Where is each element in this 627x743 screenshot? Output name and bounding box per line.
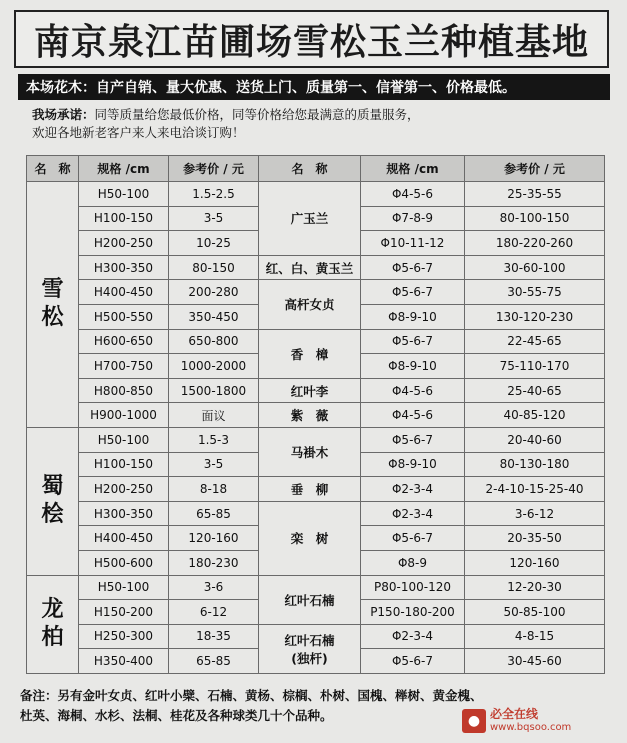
promise-block [32, 106, 612, 142]
col-header-price-right: 参考价 / 元 [465, 156, 605, 182]
spec-cell-right: Φ8-9 [361, 550, 465, 575]
category-cell: 雪 松 [27, 182, 79, 428]
spec-cell: H350-400 [79, 649, 169, 674]
table-row [27, 477, 605, 502]
spec-cell-right: Φ2-3-4 [361, 624, 465, 649]
category-cell: 龙 柏 [27, 575, 79, 673]
spec-cell: H100-150 [79, 452, 169, 477]
price-cell: 120-160 [169, 526, 259, 551]
spec-cell-right: Φ2-3-4 [361, 477, 465, 502]
price-cell: 350-450 [169, 304, 259, 329]
table-row [27, 624, 605, 649]
col-header-price: 参考价 / 元 [169, 156, 259, 182]
table-row [27, 329, 605, 354]
plant-name-cell: 红叶石楠 (独杆) [259, 624, 361, 673]
price-cell-right: 40-85-120 [465, 403, 605, 428]
plant-name-cell: 马褂木 [259, 427, 361, 476]
plant-name-cell: 红叶李 [259, 378, 361, 403]
table-row [27, 575, 605, 600]
spec-cell-right: Φ8-9-10 [361, 304, 465, 329]
price-table [26, 155, 605, 674]
price-cell-right: 22-45-65 [465, 329, 605, 354]
table-row [27, 255, 605, 280]
price-cell: 1.5-2.5 [169, 182, 259, 207]
price-cell-right: 30-60-100 [465, 255, 605, 280]
price-cell-right: 130-120-230 [465, 304, 605, 329]
spec-cell: H800-850 [79, 378, 169, 403]
promise-line1: 同等质量给您最低价格，同等价格给您最满意的质量服务， [94, 107, 420, 122]
price-cell: 面议 [169, 403, 259, 428]
spec-cell: H500-550 [79, 304, 169, 329]
price-cell: 6-12 [169, 600, 259, 625]
price-cell: 10-25 [169, 231, 259, 256]
price-cell-right: 25-35-55 [465, 182, 605, 207]
promise-label: 我场承诺： [32, 107, 95, 122]
col-header-name: 名 称 [27, 156, 79, 182]
plant-name-cell: 红、白、黄玉兰 [259, 255, 361, 280]
spec-cell: H600-650 [79, 329, 169, 354]
price-cell: 3-5 [169, 452, 259, 477]
spec-cell: H50-100 [79, 427, 169, 452]
table-row [27, 182, 605, 207]
col-header-spec: 规格 /cm [79, 156, 169, 182]
spec-cell-right: Φ8-9-10 [361, 452, 465, 477]
notes-line1: 备注：另有金叶女贞、红叶小檗、石楠、黄杨、棕榈、朴树、国槐、榉树、黄金槐、 [20, 688, 483, 703]
notes-line2: 杜英、海桐、水杉、法桐、桂花及各种球类几十个品种。 [20, 708, 333, 723]
watermark-logo-icon: ● [462, 709, 486, 733]
spec-cell-right: Φ4-5-6 [361, 182, 465, 207]
table-header-row [27, 156, 605, 182]
price-cell: 65-85 [169, 501, 259, 526]
watermark [462, 708, 571, 734]
spec-cell-right: Φ10-11-12 [361, 231, 465, 256]
spec-cell-right: Φ5-6-7 [361, 329, 465, 354]
category-cell: 蜀 桧 [27, 427, 79, 575]
price-cell-right: 20-40-60 [465, 427, 605, 452]
spec-cell-right: Φ5-6-7 [361, 526, 465, 551]
spec-cell: H700-750 [79, 354, 169, 379]
page-title: 南京泉江苗圃场雪松玉兰种植基地 [14, 10, 609, 68]
watermark-url: www.bqsoo.com [490, 722, 572, 733]
col-header-spec-right: 规格 /cm [361, 156, 465, 182]
price-cell-right: 12-20-30 [465, 575, 605, 600]
table-row [27, 501, 605, 526]
price-cell-right: 50-85-100 [465, 600, 605, 625]
plant-name-cell: 香 樟 [259, 329, 361, 378]
spec-cell: H400-450 [79, 526, 169, 551]
spec-cell-right: Φ8-9-10 [361, 354, 465, 379]
price-cell-right: 3-6-12 [465, 501, 605, 526]
watermark-text: 必全在线 [490, 707, 539, 721]
price-cell-right: 20-35-50 [465, 526, 605, 551]
spec-cell-right: P80-100-120 [361, 575, 465, 600]
price-cell-right: 120-160 [465, 550, 605, 575]
table-row [27, 378, 605, 403]
price-cell: 1000-2000 [169, 354, 259, 379]
price-cell: 18-35 [169, 624, 259, 649]
price-cell-right: 25-40-65 [465, 378, 605, 403]
price-cell-right: 2-4-10-15-25-40 [465, 477, 605, 502]
spec-cell-right: P150-180-200 [361, 600, 465, 625]
spec-cell: H50-100 [79, 182, 169, 207]
price-cell-right: 30-45-60 [465, 649, 605, 674]
spec-cell: H250-300 [79, 624, 169, 649]
promise-line2: 欢迎各地新老客户来人来电洽谈订购！ [32, 125, 245, 140]
spec-cell: H400-450 [79, 280, 169, 305]
spec-cell-right: Φ7-8-9 [361, 206, 465, 231]
spec-cell-right: Φ2-3-4 [361, 501, 465, 526]
price-cell: 3-5 [169, 206, 259, 231]
price-cell-right: 4-8-15 [465, 624, 605, 649]
spec-cell-right: Φ5-6-7 [361, 649, 465, 674]
price-cell: 8-18 [169, 477, 259, 502]
spec-cell: H500-600 [79, 550, 169, 575]
plant-name-cell: 紫 薇 [259, 403, 361, 428]
price-cell: 3-6 [169, 575, 259, 600]
spec-cell: H300-350 [79, 255, 169, 280]
price-cell-right: 30-55-75 [465, 280, 605, 305]
price-cell-right: 80-100-150 [465, 206, 605, 231]
plant-name-cell: 广玉兰 [259, 182, 361, 256]
table-body [27, 182, 605, 674]
spec-cell-right: Φ4-5-6 [361, 378, 465, 403]
subtitle-banner: 本场花木：自产自销、量大优惠、送货上门、质量第一、信誉第一、价格最低。 [18, 74, 610, 100]
spec-cell-right: Φ5-6-7 [361, 255, 465, 280]
spec-cell: H150-200 [79, 600, 169, 625]
price-cell: 1500-1800 [169, 378, 259, 403]
price-cell: 180-230 [169, 550, 259, 575]
price-cell-right: 80-130-180 [465, 452, 605, 477]
table-row [27, 403, 605, 428]
spec-cell-right: Φ5-6-7 [361, 427, 465, 452]
plant-name-cell: 栾 树 [259, 501, 361, 575]
spec-cell: H900-1000 [79, 403, 169, 428]
spec-cell: H100-150 [79, 206, 169, 231]
price-cell: 650-800 [169, 329, 259, 354]
spec-cell: H50-100 [79, 575, 169, 600]
price-cell: 80-150 [169, 255, 259, 280]
price-cell-right: 180-220-260 [465, 231, 605, 256]
plant-name-cell: 红叶石楠 [259, 575, 361, 624]
spec-cell-right: Φ4-5-6 [361, 403, 465, 428]
price-cell: 200-280 [169, 280, 259, 305]
col-header-name-right: 名 称 [259, 156, 361, 182]
plant-name-cell: 高杆女贞 [259, 280, 361, 329]
table-row [27, 280, 605, 305]
plant-name-cell: 垂 柳 [259, 477, 361, 502]
price-cell: 1.5-3 [169, 427, 259, 452]
spec-cell: H300-350 [79, 501, 169, 526]
price-cell: 65-85 [169, 649, 259, 674]
table-row [27, 427, 605, 452]
price-cell-right: 75-110-170 [465, 354, 605, 379]
spec-cell-right: Φ5-6-7 [361, 280, 465, 305]
spec-cell: H200-250 [79, 231, 169, 256]
spec-cell: H200-250 [79, 477, 169, 502]
